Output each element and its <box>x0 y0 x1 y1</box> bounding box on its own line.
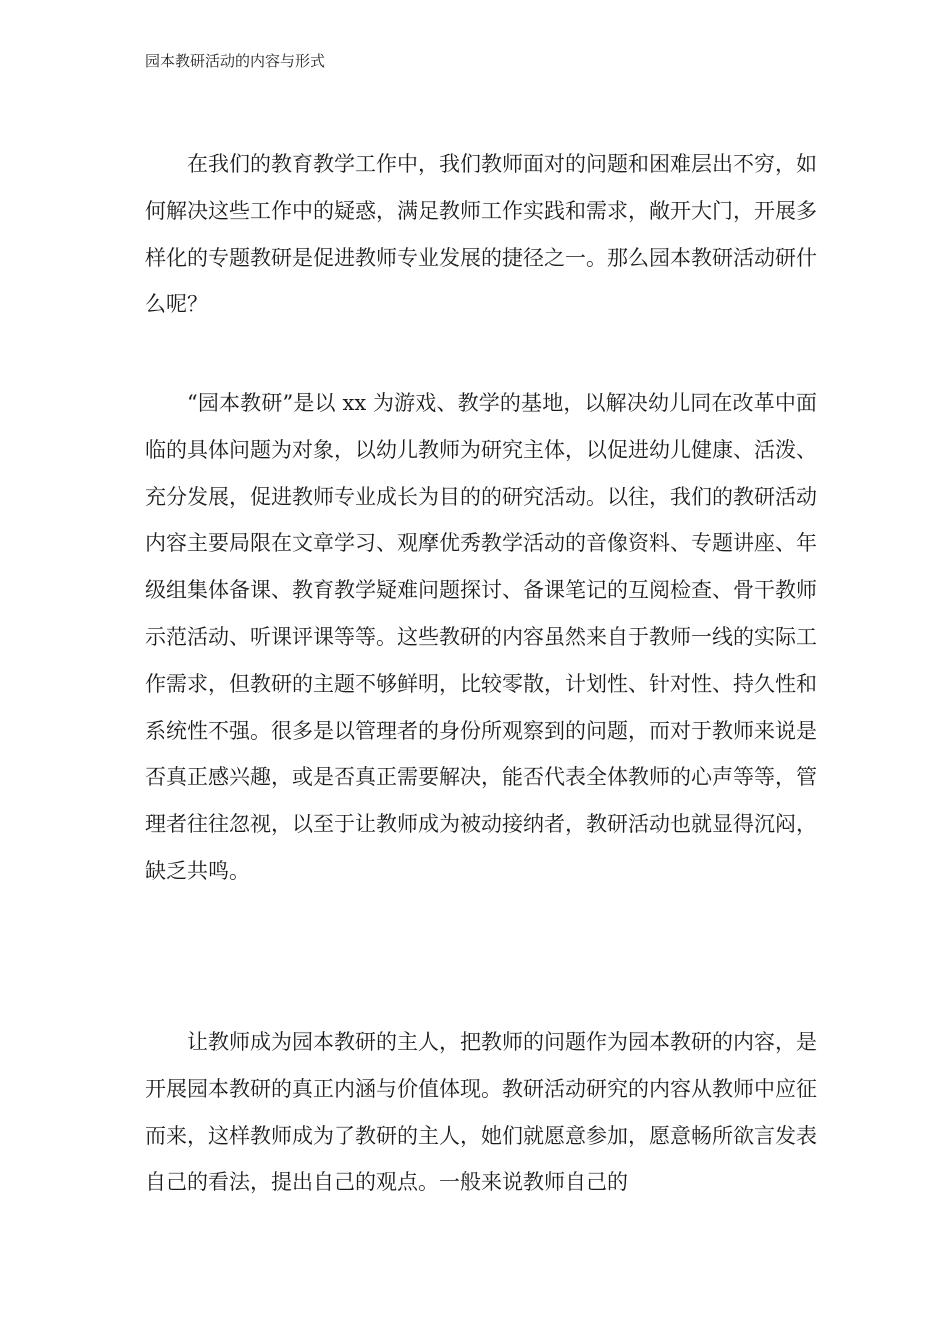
paragraph-teacher-role: 让教师成为园本教研的主人，把教师的问题作为园本教研的内容，是开展园本教研的真正内涵与价值体现。教研活动研究的内容从教师中应征而来，这样教师成为了教研的主人，她们就愿意参加，愿意畅所欲言发表自己的看法，提出自己的观点。一般来说教师自己的 <box>145 1030 817 1195</box>
page-header: 园本教研活动的内容与形式 <box>145 52 326 70</box>
paragraph-intro: 在我们的教育教学工作中，我们教师面对的问题和困难层出不穷，如何解决这些工作中的疑惑，满足教师工作实践和需求，敞开大门，开展多样化的专题教研是促进教师专业发展的捷径之一。那么园本教研活动研什么呢？ <box>145 152 817 317</box>
paragraph-definition: “园本教研”是以 xx 为游戏、教学的基地，以解决幼儿同在改革中面临的具体问题为对象，以幼儿教师为研究主体，以促进幼儿健康、活泼、充分发展，促进教师专业成长为目的的研究活动。以往，我们的教研活动内容主要局限在文章学习、观摩优秀教学活动的音像资料、专题讲座、年级组集体备课、教育教学疑难问题探讨、备课笔记的互阅检查、骨干教师示范活动、听课评课等等。这些教研的内容虽然来自于教师一线的实际工作需求，但教研的主题不够鲜明，比较零散，计划性、针对性、持久性和系统性不强。很多是以管理者的身份所观察到的问题，而对于教师来说是否真正感兴趣，或是否真正需要解决，能否代表全体教师的心声等等，管理者往往忽视，以至于让教师成为被动接纳者，教研活动也就显得沉闷，缺乏共鸣。 <box>145 391 817 883</box>
